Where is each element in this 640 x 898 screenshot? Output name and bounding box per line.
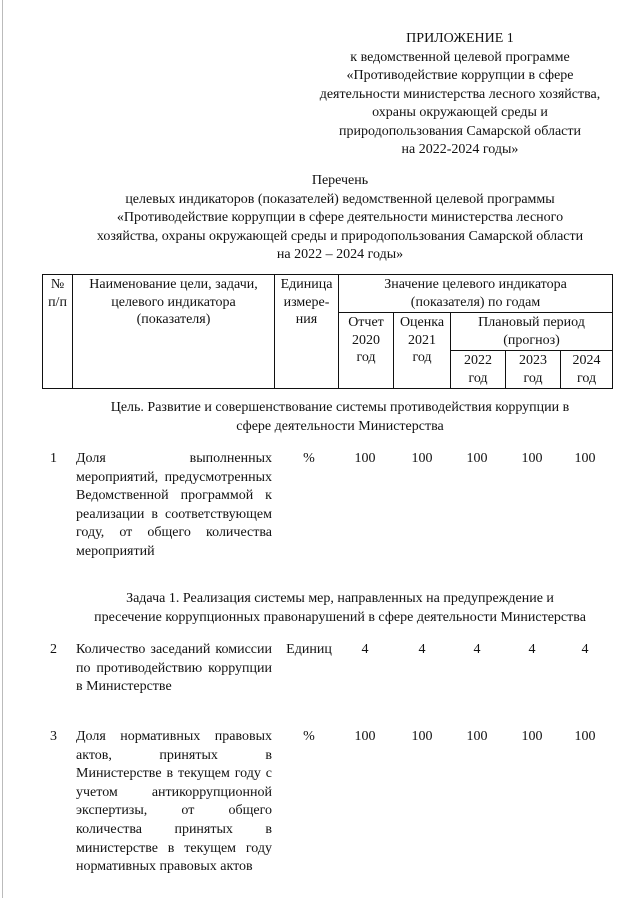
goal-heading: Цель. Развитие и совершенствование системы противодействия коррупции в сфере деятельности Министерства bbox=[110, 400, 570, 434]
row-value-2020: 4 bbox=[361, 642, 369, 657]
row-value-2022: 100 bbox=[466, 451, 488, 466]
header-values-group: Значение целевого индикатора (показателя) по годам bbox=[339, 275, 613, 313]
row-value-2023: 100 bbox=[521, 729, 543, 744]
appendix-line: «Противодействие коррупции в сфере bbox=[346, 68, 574, 83]
appendix-line: к ведомственной целевой программе bbox=[350, 49, 570, 65]
row-value-2022: 4 bbox=[473, 642, 481, 657]
title-line: хозяйства, охраны окружающей среды и природопользования Самарской области bbox=[96, 228, 584, 244]
appendix-line: охраны окружающей среды и bbox=[372, 105, 548, 120]
task-heading: Задача 1. Реализация системы мер, направленных на предупреждение и пресечение коррупционных правонарушений в сфере деятельности Министерства bbox=[94, 591, 586, 625]
appendix-line: деятельности министерства лесного хозяйства, bbox=[319, 86, 601, 102]
title-line: Перечень bbox=[311, 173, 369, 188]
header-unit: Единица измере- ния bbox=[275, 275, 339, 389]
row-number: 2 bbox=[50, 642, 57, 657]
title-line: на 2022 – 2024 годы» bbox=[276, 247, 404, 262]
header-year-2023: 2023 год bbox=[506, 351, 561, 389]
row-unit: % bbox=[303, 729, 315, 744]
title-line: «Противодействие коррупции в сфере деятельности министерства лесного bbox=[116, 210, 564, 225]
row-value-2024: 4 bbox=[581, 642, 589, 657]
appendix-header bbox=[300, 30, 620, 160]
row-number: 1 bbox=[50, 451, 57, 466]
header-report-2020: Отчет 2020 год bbox=[339, 313, 394, 389]
row-value-2023: 100 bbox=[521, 451, 543, 466]
row-indicator-name: Доля нормативных правовых актов, принятых в Министерстве в текущем году с учетом антикоррупционной экспертизы, от общего количества принятых в министерстве в текущем году нормативных правовых актов bbox=[76, 729, 272, 875]
indicator-table-header bbox=[42, 274, 613, 389]
header-year-2022: 2022 год bbox=[451, 351, 506, 389]
appendix-line: природопользования Самарской области bbox=[338, 123, 582, 139]
row-value-2020: 100 bbox=[354, 729, 376, 744]
header-year-2024: 2024 год bbox=[561, 351, 613, 389]
header-estimate-2021: Оценка 2021 год bbox=[394, 313, 451, 389]
row-unit: % bbox=[303, 451, 315, 466]
appendix-line: ПРИЛОЖЕНИЕ 1 bbox=[406, 31, 514, 46]
row-value-2021: 4 bbox=[418, 642, 426, 657]
appendix-line: на 2022-2024 годы» bbox=[401, 142, 519, 157]
row-indicator-name: Доля выполненных мероприятий, предусмотренных Ведомственной программой к реализации в соответствующем году, от общего количества мероприятий bbox=[76, 451, 272, 559]
title-line: целевых индикаторов (показателей) ведомственной целевой программы bbox=[125, 191, 555, 207]
row-value-2021: 100 bbox=[411, 451, 433, 466]
document-title bbox=[60, 172, 620, 265]
header-name: Наименование цели, задачи, целевого индикатора (показателя) bbox=[73, 275, 275, 389]
row-value-2021: 100 bbox=[411, 729, 433, 744]
row-value-2020: 100 bbox=[354, 451, 376, 466]
page-edge-line bbox=[2, 0, 3, 898]
row-value-2023: 4 bbox=[528, 642, 536, 657]
row-value-2024: 100 bbox=[574, 729, 596, 744]
row-indicator-name: Количество заседаний комиссии по противодействию коррупции в Министерстве bbox=[76, 642, 272, 695]
row-number: 3 bbox=[50, 729, 57, 744]
row-value-2024: 100 bbox=[574, 451, 596, 466]
header-num: № п/п bbox=[43, 275, 73, 389]
row-unit: Единиц bbox=[286, 642, 332, 657]
row-value-2022: 100 bbox=[466, 729, 488, 744]
header-planned-period: Плановый период (прогноз) bbox=[451, 313, 613, 351]
